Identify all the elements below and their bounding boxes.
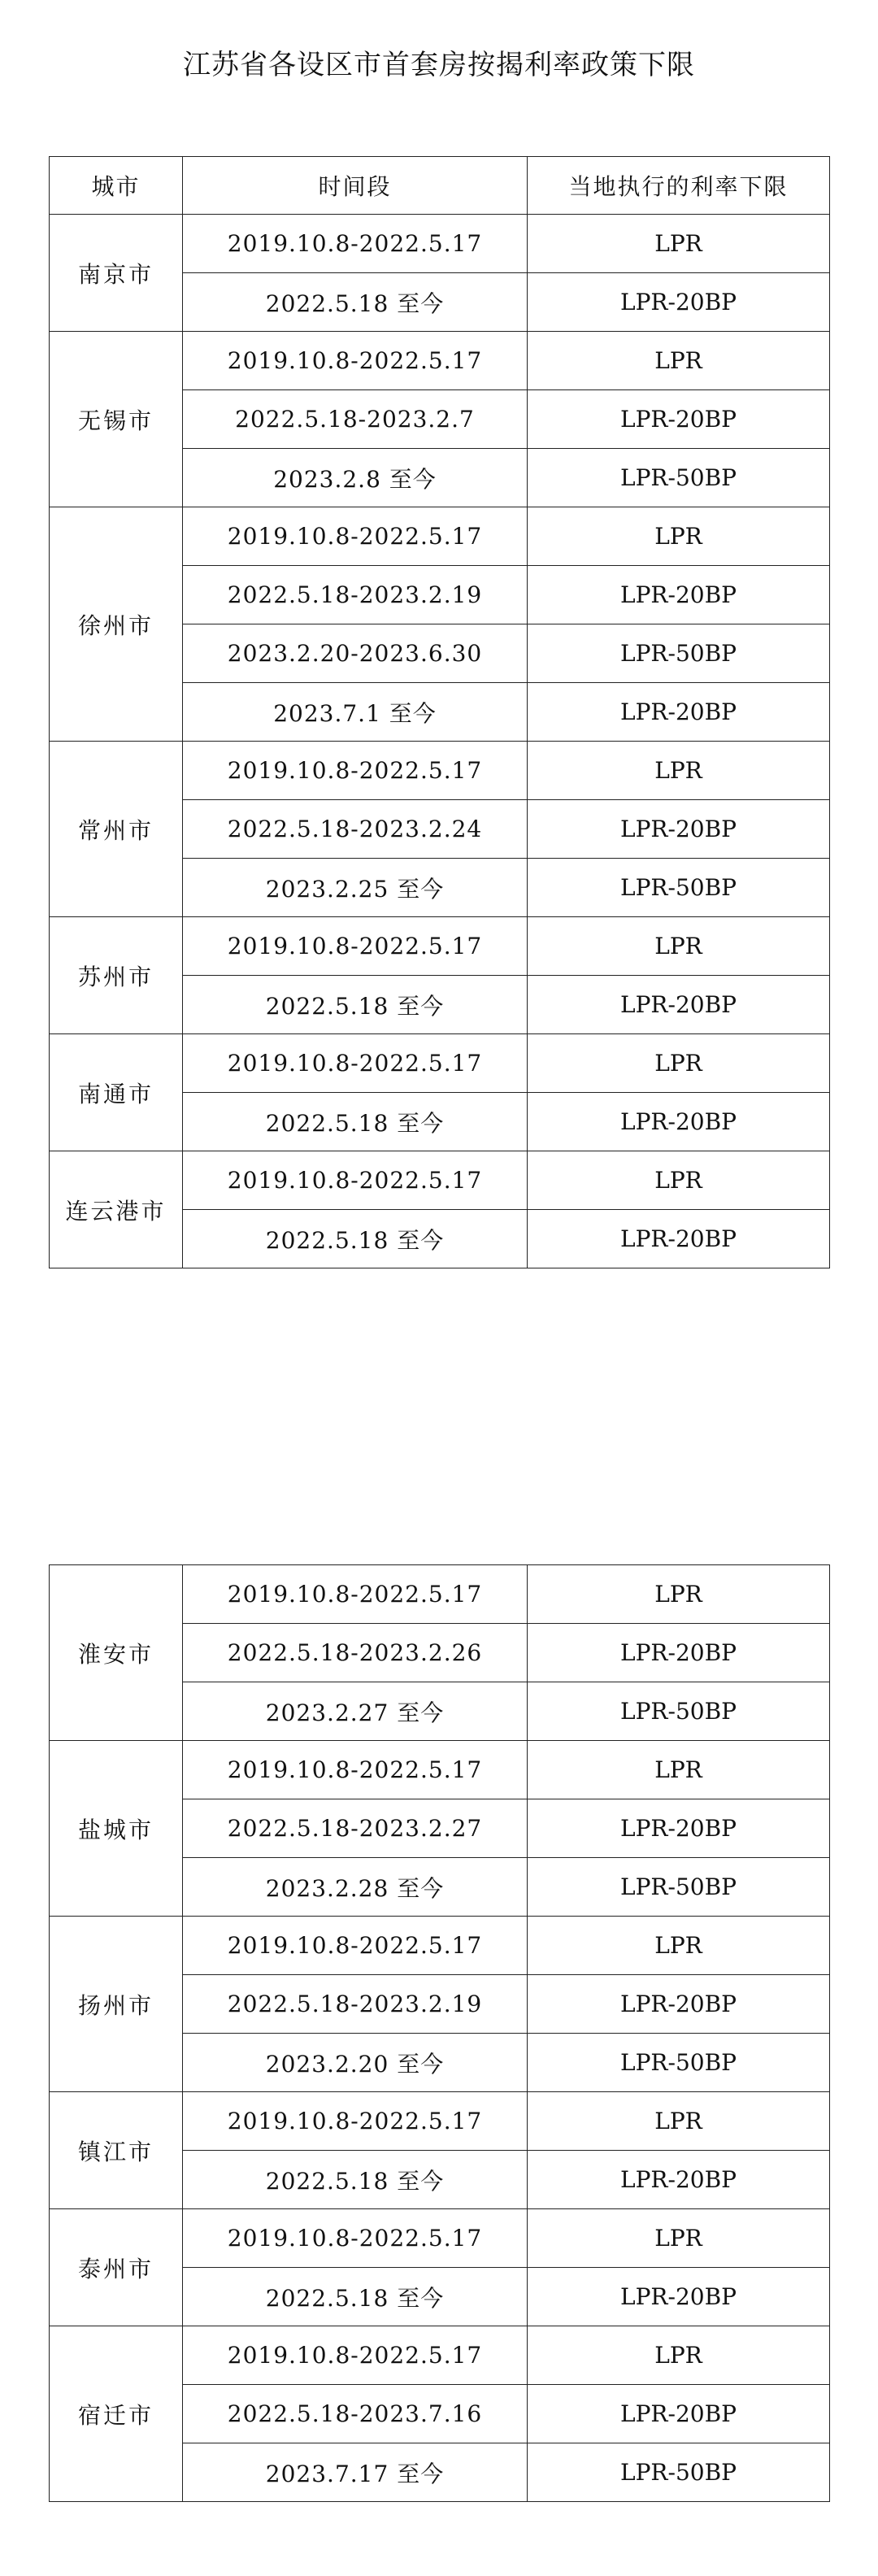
rate-cell: LPR-50BP <box>528 2034 830 2092</box>
table-row <box>50 332 830 390</box>
period-cell: 2022.5.18-2023.2.27 <box>183 1799 528 1858</box>
city-cell: 徐州市 <box>50 507 183 742</box>
page-title: 江苏省各设区市首套房按揭利率政策下限 <box>183 49 695 81</box>
rate-cell: LPR <box>528 332 830 390</box>
rate-cell: LPR-20BP <box>528 2151 830 2209</box>
header-rate: 当地执行的利率下限 <box>528 157 830 215</box>
rate-cell: LPR <box>528 2092 830 2151</box>
rate-cell: LPR <box>528 507 830 566</box>
period-cell: 2022.5.18-2023.7.16 <box>183 2385 528 2443</box>
city-cell: 南通市 <box>50 1034 183 1151</box>
rate-cell: LPR <box>528 215 830 273</box>
rate-cell: LPR-50BP <box>528 449 830 507</box>
rate-table-part-1 <box>49 156 830 1268</box>
rate-cell: LPR <box>528 917 830 976</box>
rate-cell: LPR <box>528 1565 830 1624</box>
rate-cell: LPR-20BP <box>528 1210 830 1268</box>
city-cell: 盐城市 <box>50 1741 183 1917</box>
period-cell: 2019.10.8-2022.5.17 <box>183 2326 528 2385</box>
period-cell: 2023.2.27 至今 <box>183 1682 528 1741</box>
rate-cell: LPR <box>528 1741 830 1799</box>
rate-cell: LPR-20BP <box>528 1799 830 1858</box>
rate-cell: LPR-20BP <box>528 1624 830 1682</box>
rate-cell: LPR <box>528 1034 830 1093</box>
rate-cell: LPR-20BP <box>528 1975 830 2034</box>
period-cell: 2019.10.8-2022.5.17 <box>183 2209 528 2268</box>
city-cell: 连云港市 <box>50 1151 183 1268</box>
table-row <box>50 1565 830 1624</box>
period-cell: 2019.10.8-2022.5.17 <box>183 1565 528 1624</box>
city-cell: 淮安市 <box>50 1565 183 1741</box>
period-cell: 2022.5.18-2023.2.7 <box>183 390 528 449</box>
rate-cell: LPR-20BP <box>528 390 830 449</box>
table-row <box>50 1917 830 1975</box>
rate-cell: LPR <box>528 742 830 800</box>
city-cell: 泰州市 <box>50 2209 183 2326</box>
period-cell: 2022.5.18 至今 <box>183 2268 528 2326</box>
rate-cell: LPR-20BP <box>528 2268 830 2326</box>
table-body <box>50 1565 830 2502</box>
header-period: 时间段 <box>183 157 528 215</box>
period-cell: 2022.5.18-2023.2.19 <box>183 566 528 624</box>
period-cell: 2022.5.18-2023.2.26 <box>183 1624 528 1682</box>
rate-cell: LPR-20BP <box>528 273 830 332</box>
period-cell: 2023.2.20 至今 <box>183 2034 528 2092</box>
period-cell: 2023.7.17 至今 <box>183 2443 528 2502</box>
period-cell: 2019.10.8-2022.5.17 <box>183 1741 528 1799</box>
period-cell: 2019.10.8-2022.5.17 <box>183 507 528 566</box>
rate-cell: LPR <box>528 1151 830 1210</box>
rate-cell: LPR-50BP <box>528 859 830 917</box>
rate-cell: LPR-20BP <box>528 1093 830 1151</box>
rate-cell: LPR-20BP <box>528 2385 830 2443</box>
period-cell: 2022.5.18 至今 <box>183 976 528 1034</box>
table-row <box>50 917 830 976</box>
city-cell: 镇江市 <box>50 2092 183 2209</box>
table-header-row <box>50 157 830 215</box>
period-cell: 2022.5.18-2023.2.24 <box>183 800 528 859</box>
period-cell: 2023.2.25 至今 <box>183 859 528 917</box>
rate-table-part-2 <box>49 1564 830 2502</box>
period-cell: 2019.10.8-2022.5.17 <box>183 1917 528 1975</box>
rate-cell: LPR-50BP <box>528 1682 830 1741</box>
period-cell: 2022.5.18 至今 <box>183 1210 528 1268</box>
table-row <box>50 2326 830 2385</box>
table-row <box>50 742 830 800</box>
rate-cell: LPR-50BP <box>528 2443 830 2502</box>
period-cell: 2019.10.8-2022.5.17 <box>183 917 528 976</box>
table-row <box>50 507 830 566</box>
rate-cell: LPR <box>528 2326 830 2385</box>
period-cell: 2019.10.8-2022.5.17 <box>183 215 528 273</box>
table-row <box>50 1741 830 1799</box>
city-cell: 扬州市 <box>50 1917 183 2092</box>
period-cell: 2022.5.18-2023.2.19 <box>183 1975 528 2034</box>
period-cell: 2019.10.8-2022.5.17 <box>183 1151 528 1210</box>
period-cell: 2022.5.18 至今 <box>183 1093 528 1151</box>
period-cell: 2019.10.8-2022.5.17 <box>183 1034 528 1093</box>
period-cell: 2019.10.8-2022.5.17 <box>183 742 528 800</box>
period-cell: 2023.2.8 至今 <box>183 449 528 507</box>
table-row <box>50 1151 830 1210</box>
table-row <box>50 2092 830 2151</box>
rate-cell: LPR <box>528 1917 830 1975</box>
period-cell: 2022.5.18 至今 <box>183 2151 528 2209</box>
period-cell: 2022.5.18 至今 <box>183 273 528 332</box>
period-cell: 2019.10.8-2022.5.17 <box>183 332 528 390</box>
period-cell: 2023.7.1 至今 <box>183 683 528 742</box>
rate-cell: LPR-20BP <box>528 683 830 742</box>
rate-cell: LPR-50BP <box>528 624 830 683</box>
period-cell: 2023.2.20-2023.6.30 <box>183 624 528 683</box>
table-row <box>50 1034 830 1093</box>
rate-cell: LPR-20BP <box>528 976 830 1034</box>
city-cell: 常州市 <box>50 742 183 917</box>
rate-cell: LPR-20BP <box>528 566 830 624</box>
rate-cell: LPR-50BP <box>528 1858 830 1917</box>
period-cell: 2023.2.28 至今 <box>183 1858 528 1917</box>
city-cell: 宿迁市 <box>50 2326 183 2502</box>
period-cell: 2019.10.8-2022.5.17 <box>183 2092 528 2151</box>
city-cell: 苏州市 <box>50 917 183 1034</box>
header-city: 城市 <box>50 157 183 215</box>
table-body <box>50 215 830 1268</box>
table-row <box>50 215 830 273</box>
city-cell: 南京市 <box>50 215 183 332</box>
table-row <box>50 2209 830 2268</box>
rate-cell: LPR <box>528 2209 830 2268</box>
rate-cell: LPR-20BP <box>528 800 830 859</box>
city-cell: 无锡市 <box>50 332 183 507</box>
